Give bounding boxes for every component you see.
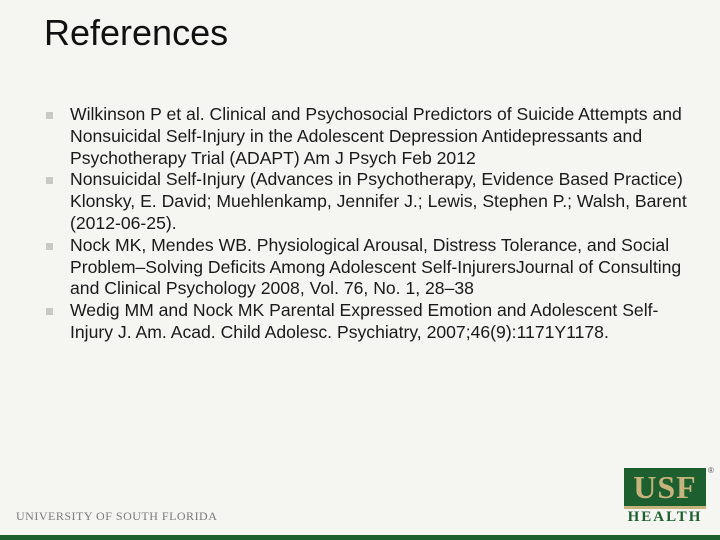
- usf-health-logo: [624, 466, 714, 525]
- square-bullet-icon: [46, 112, 53, 119]
- reference-item: [46, 235, 696, 300]
- reference-item: [46, 169, 696, 234]
- logo-health-text: HEALTH: [627, 509, 703, 525]
- square-bullet-icon: [46, 308, 53, 315]
- reference-text: Wilkinson P et al. Clinical and Psychosocial Predictors of Suicide Attempts and Nonsuicidal Self-Injury in the Adolescent Depression Antidepressants and Psychotherapy Trial (ADAPT) Am J Psych Feb 2012: [70, 104, 682, 168]
- square-bullet-icon: [46, 243, 53, 250]
- square-bullet-icon: [46, 177, 53, 184]
- reference-item: [46, 300, 696, 344]
- reference-text: Wedig MM and Nock MK Parental Expressed Emotion and Adolescent Self-Injury J. Am. Acad. Child Adolesc. Psychiatry, 2007;46(9):1171Y1178.: [70, 300, 659, 342]
- logo-usf-text: USF: [633, 469, 697, 505]
- reference-text: Nock MK, Mendes WB. Physiological Arousal, Distress Tolerance, and Social Problem–Solving Deficits Among Adolescent Self-InjurersJournal of Consulting and Clinical Psychology 2008, Vol. 76, No. 1, 28–38: [70, 234, 682, 299]
- slide-title: References: [44, 12, 229, 53]
- reference-text: Nonsuicidal Self-Injury (Advances in Psychotherapy, Evidence Based Practice) Klonsky, E. David; Muehlenkamp, Jennifer J.; Lewis, Stephen P.; Walsh, Barent (2012-06-25).: [70, 169, 687, 233]
- trademark-symbol: ®: [708, 466, 714, 475]
- reference-list: [46, 104, 696, 344]
- university-wordmark: UNIVERSITY OF SOUTH FLORIDA: [16, 509, 218, 523]
- footer-bar: [0, 535, 720, 540]
- reference-item: [46, 104, 696, 169]
